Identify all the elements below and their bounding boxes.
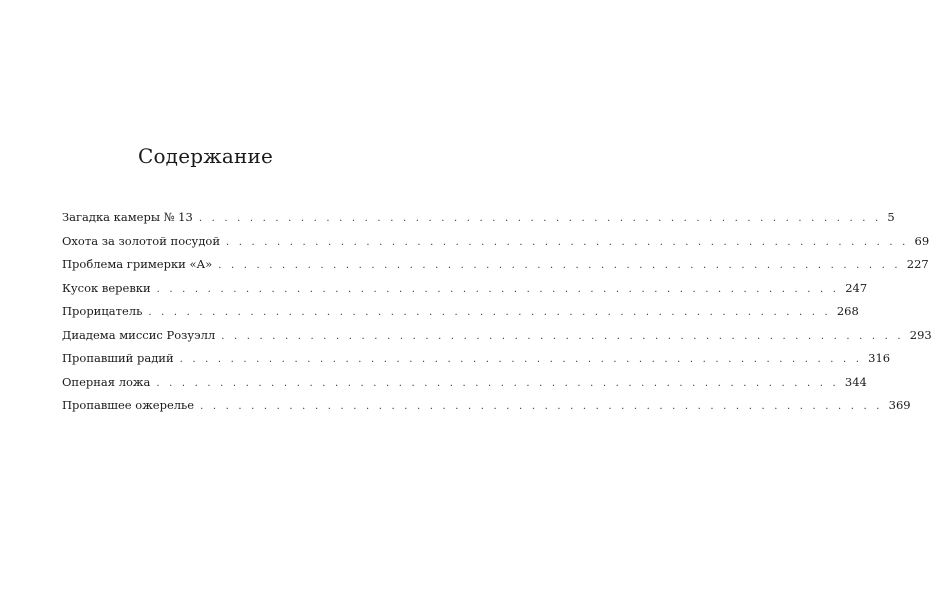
- toc-entry-title: Пропавший радий: [62, 351, 174, 365]
- toc-leader-dots: . . . . . . . . . . . . . . . . . . . . . . . . . . . . . . . . . . . . . . . . . . . . . . . . . . . . . .: [221, 330, 904, 342]
- toc-entry: [62, 324, 932, 348]
- toc-entry-title: Прорицатель: [62, 304, 143, 318]
- toc-entry-page: 344: [844, 374, 867, 389]
- toc-entry: [62, 230, 930, 254]
- toc-leader-dots: . . . . . . . . . . . . . . . . . . . . . . . . . . . . . . . . . . . . . . . . . . . . . . . . . . . . . .: [179, 354, 863, 365]
- toc-entry-page: 268: [836, 304, 859, 318]
- toc-leader-dots: . . . . . . . . . . . . . . . . . . . . . . . . . . . . . . . . . . . . . . . . . . . . . . . . . . . . . .: [226, 236, 909, 248]
- toc-entry: [62, 253, 929, 277]
- toc-entry: [62, 206, 895, 230]
- toc-entry-title: Диадема миссис Розуэлл: [62, 327, 216, 342]
- toc-entry-title: Оперная ложа: [62, 374, 151, 389]
- toc-entry-page: 69: [914, 233, 930, 248]
- toc-leader-dots: . . . . . . . . . . . . . . . . . . . . . . . . . . . . . . . . . . . . . . . . . . . . . . . . . . . . . .: [198, 213, 882, 224]
- toc-leader-dots: . . . . . . . . . . . . . . . . . . . . . . . . . . . . . . . . . . . . . . . . . . . . . . . . . . . . . .: [156, 283, 840, 295]
- toc-entry-title: Загадка камеры № 13: [62, 210, 193, 224]
- toc-entry-title: Охота за золотой посудой: [62, 233, 220, 248]
- page-title: Содержание: [137, 144, 274, 168]
- toc-entry-title: Кусок веревки: [62, 280, 151, 295]
- toc-leader-dots: . . . . . . . . . . . . . . . . . . . . . . . . . . . . . . . . . . . . . . . . . . . . . . . . . . . . . .: [148, 307, 831, 318]
- toc-leader-dots: . . . . . . . . . . . . . . . . . . . . . . . . . . . . . . . . . . . . . . . . . . . . . . . . . . . . . .: [218, 260, 901, 271]
- toc-entry: [62, 394, 911, 418]
- toc-entry: [62, 371, 867, 395]
- toc-entry-page: 227: [906, 257, 929, 271]
- toc-entry-page: 247: [845, 280, 868, 295]
- toc-entry-page: 316: [868, 351, 891, 365]
- toc-entry-title: Проблема гримерки «А»: [62, 257, 213, 271]
- toc-entry: [62, 300, 859, 324]
- toc-entry: [62, 277, 868, 301]
- toc-leader-dots: . . . . . . . . . . . . . . . . . . . . . . . . . . . . . . . . . . . . . . . . . . . . . . . . . . . . . .: [156, 377, 839, 389]
- toc-entry: [62, 347, 891, 371]
- toc-leader-dots: . . . . . . . . . . . . . . . . . . . . . . . . . . . . . . . . . . . . . . . . . . . . . . . . . . . . . .: [200, 401, 883, 412]
- toc-entry-page: 293: [909, 327, 932, 342]
- toc-entry-page: 369: [888, 398, 911, 412]
- table-of-contents: [62, 206, 932, 418]
- toc-entry-title: Пропавшее ожерелье: [62, 398, 195, 412]
- toc-entry-page: 5: [887, 210, 895, 224]
